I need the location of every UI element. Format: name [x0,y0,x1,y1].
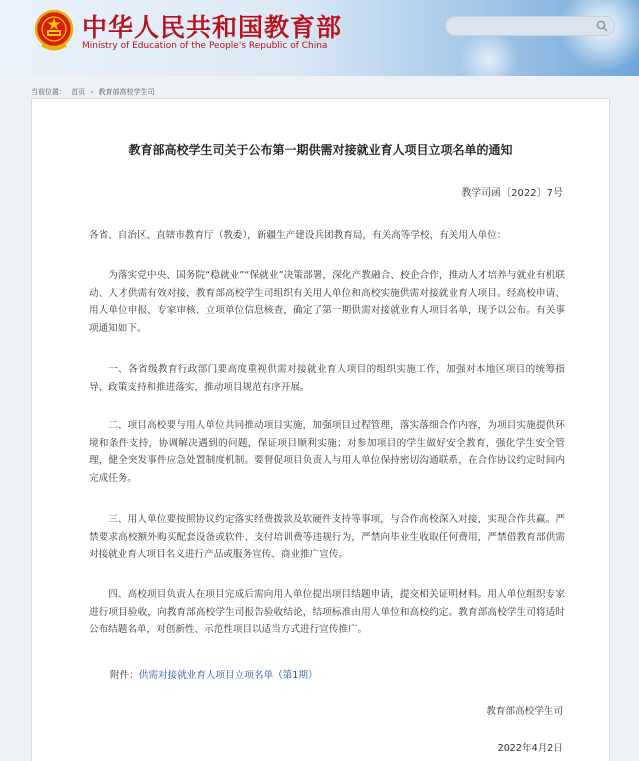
salutation: 各省、自治区、直辖市教育厅（教委），新疆生产建设兵团教育局，有关高等学校，有关用人单位： [89,230,507,241]
site-title[interactable]: 中华人民共和国教育部 [82,13,343,42]
article-panel [31,98,610,761]
paragraph-1: 一、各省级教育行政部门要高度重视供需对接就业育人项目的组织实施工作，加强对本地区项目的统筹指导、政策支持和推进落实，推动项目规范有序开展。 [89,364,565,393]
search-box[interactable] [445,16,615,36]
breadcrumb-separator: › [90,88,94,96]
paragraph-3: 三、用人单位要按照协议约定落实经费拨款及软硬件支持等事项，与合作高校深入对接，实现合作共赢。严禁要求高校额外购买配套设备或软件、支付培训费等违规行为，严禁向毕业生收取任何费用，严禁借教育部供需对接就业育人项目名义进行产品或服务宣传、商业推广宣传。 [89,514,565,561]
breadcrumb-item-department[interactable]: 教育部高校学生司 [98,88,155,96]
site-subtitle: Ministry of Education of the People's Republic of China [82,41,328,51]
breadcrumb [31,87,158,97]
attachment-label: 附件： [110,670,139,681]
breadcrumb-item-home[interactable]: 首页 [71,88,86,96]
breadcrumb-prefix: 当前位置： [31,88,66,96]
document-date: 2022年4月2日 [497,743,563,754]
document-number: 教学司函〔2022〕7号 [461,188,563,199]
signer: 教育部高校学生司 [486,706,563,717]
national-emblem-icon[interactable] [34,9,74,53]
attachment-link[interactable]: 供需对接就业育人项目立项名单（第1期） [138,670,318,681]
search-icon[interactable] [596,20,608,32]
paragraph-4: 四、高校项目负责人在项目完成后需向用人单位提出项目结题申请，提交相关证明材料。用人单位组织专家进行项目验收，向教育部高校学生司报告验收结论，结项标准由用人单位和高校约定。教育部高校学生司将适时公布结题名单，对创新性、示范性项目以适当方式进行宣传推广。 [89,589,565,636]
attachment-line [110,667,318,681]
search-input[interactable] [456,20,600,40]
paragraph-2: 二、项目高校要与用人单位共同推动项目实施，加强项目过程管理，落实落细合作内容，为项目实施提供环境和条件支持，协调解决遇到的问题，保证项目顺利实施；对参加项目的学生做好安全教育，强化学生安全管理，健全突发事件应急处置制度机制。要督促项目负责人与用人单位保持密切沟通联系，在合作协议约定时间内完成任务。 [89,420,565,484]
document-title: 教育部高校学生司关于公布第一期供需对接就业育人项目立项名单的通知 [128,143,513,157]
site-header [0,0,639,76]
paragraph-intro: 为落实党中央、国务院“稳就业”“保就业”决策部署，深化产教融合、校企合作，推动人才培养与就业有机联动、人才供需有效对接，教育部高校学生司组织有关用人单位和高校实施供需对接就业育人项目。经高校申请、用人单位申报、专家审核、立项单位信息核查，确定了第一期供需对接就业育人项目名单，现予以公布。有关事项通知如下。 [89,270,565,334]
